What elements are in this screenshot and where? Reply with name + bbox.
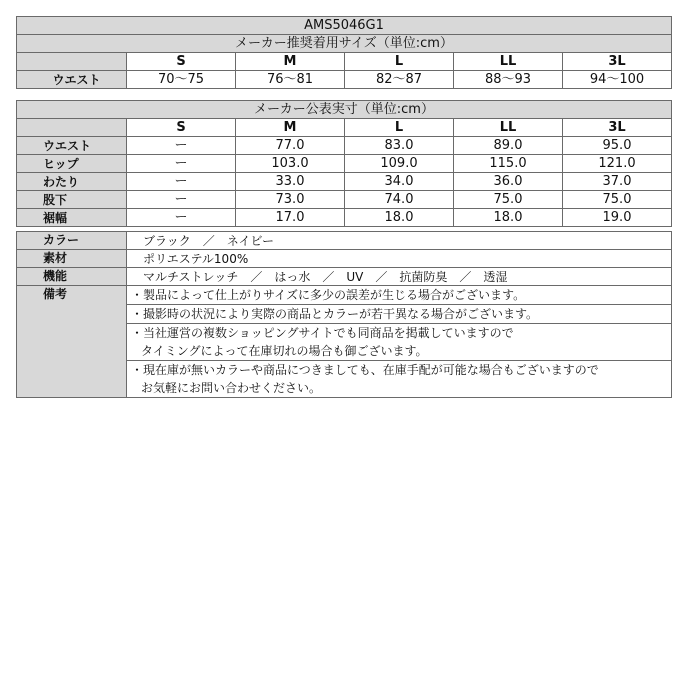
table-cell: ー xyxy=(127,155,236,173)
row-label-waist: ウエスト xyxy=(17,137,127,155)
color-label: カラー xyxy=(17,232,127,250)
note-text-continued: タイミングによって在庫切れの場合も御ございます。 xyxy=(141,344,428,358)
size-header-s: S xyxy=(127,119,236,137)
size-header-3l: 3L xyxy=(563,53,672,71)
table-row xyxy=(17,155,672,173)
note-text: ・撮影時の状況により実際の商品とカラーが若干異なる場合がございます。 xyxy=(131,307,539,321)
note-item xyxy=(127,324,672,361)
table-cell: 83.0 xyxy=(345,137,454,155)
table-cell: 76～81 xyxy=(236,71,345,89)
size-header-l: L xyxy=(345,119,454,137)
table-row xyxy=(17,191,672,209)
table-cell: 34.0 xyxy=(345,173,454,191)
table-row xyxy=(17,173,672,191)
table-row xyxy=(17,268,672,286)
size-header-ll: LL xyxy=(454,119,563,137)
table-cell: 95.0 xyxy=(563,137,672,155)
table-cell: 77.0 xyxy=(236,137,345,155)
table-cell: 70～75 xyxy=(127,71,236,89)
note-item xyxy=(127,361,672,398)
note-item xyxy=(127,305,672,324)
actual-size-table xyxy=(16,100,672,227)
size-header-3l: 3L xyxy=(563,119,672,137)
recommended-size-table xyxy=(16,16,672,89)
note-text-continued: お気軽にお問い合わせください。 xyxy=(141,381,322,395)
table-cell: 75.0 xyxy=(563,191,672,209)
table-row xyxy=(17,232,672,250)
table-cell: 33.0 xyxy=(236,173,345,191)
row-label-hem-width: 裾幅 xyxy=(17,209,127,227)
size-header-m: M xyxy=(236,53,345,71)
table-cell: 75.0 xyxy=(454,191,563,209)
table-cell: ー xyxy=(127,209,236,227)
table-row xyxy=(17,250,672,268)
table-cell: 115.0 xyxy=(454,155,563,173)
table-row xyxy=(17,137,672,155)
table-cell: 88～93 xyxy=(454,71,563,89)
color-value: ブラック ／ ネイビー xyxy=(127,232,672,250)
corner-cell xyxy=(17,119,127,137)
table-cell: 121.0 xyxy=(563,155,672,173)
table-cell: 37.0 xyxy=(563,173,672,191)
table-cell: 109.0 xyxy=(345,155,454,173)
row-label-inseam: 股下 xyxy=(17,191,127,209)
table-cell: 73.0 xyxy=(236,191,345,209)
row-label-thigh: わたり xyxy=(17,173,127,191)
note-item xyxy=(127,286,672,305)
table-cell: ー xyxy=(127,173,236,191)
product-code: AMS5046G1 xyxy=(17,17,672,35)
table-cell: 82～87 xyxy=(345,71,454,89)
table-cell: 89.0 xyxy=(454,137,563,155)
size-header-m: M xyxy=(236,119,345,137)
notes-label: 備考 xyxy=(17,286,127,398)
corner-cell xyxy=(17,53,127,71)
table-cell: 19.0 xyxy=(563,209,672,227)
material-label: 素材 xyxy=(17,250,127,268)
size-header-l: L xyxy=(345,53,454,71)
product-details-table xyxy=(16,231,672,398)
table-cell: ー xyxy=(127,137,236,155)
recommended-size-title: メーカー推奨着用サイズ（単位:cm） xyxy=(17,35,672,53)
table-cell: 18.0 xyxy=(345,209,454,227)
table-cell: 18.0 xyxy=(454,209,563,227)
table-cell: 103.0 xyxy=(236,155,345,173)
table-cell: 94～100 xyxy=(563,71,672,89)
table-cell: 74.0 xyxy=(345,191,454,209)
table-row xyxy=(17,71,672,89)
function-value: マルチストレッチ ／ はっ水 ／ UV ／ 抗菌防臭 ／ 透湿 xyxy=(127,268,672,286)
row-label-waist: ウエスト xyxy=(17,71,127,89)
table-cell: 17.0 xyxy=(236,209,345,227)
material-value: ポリエステル100% xyxy=(127,250,672,268)
note-text: ・現在庫が無いカラーや商品につきましても、在庫手配が可能な場合もございますので xyxy=(131,363,599,377)
table-row xyxy=(17,286,672,305)
table-cell: 36.0 xyxy=(454,173,563,191)
actual-size-title: メーカー公表実寸（単位:cm） xyxy=(17,101,672,119)
note-text: ・製品によって仕上がりサイズに多少の誤差が生じる場合がございます。 xyxy=(131,288,526,302)
table-cell: ー xyxy=(127,191,236,209)
row-label-hip: ヒップ xyxy=(17,155,127,173)
table-row xyxy=(17,209,672,227)
note-text: ・当社運営の複数ショッピングサイトでも同商品を掲載していますので xyxy=(131,326,514,340)
function-label: 機能 xyxy=(17,268,127,286)
size-header-s: S xyxy=(127,53,236,71)
size-header-ll: LL xyxy=(454,53,563,71)
